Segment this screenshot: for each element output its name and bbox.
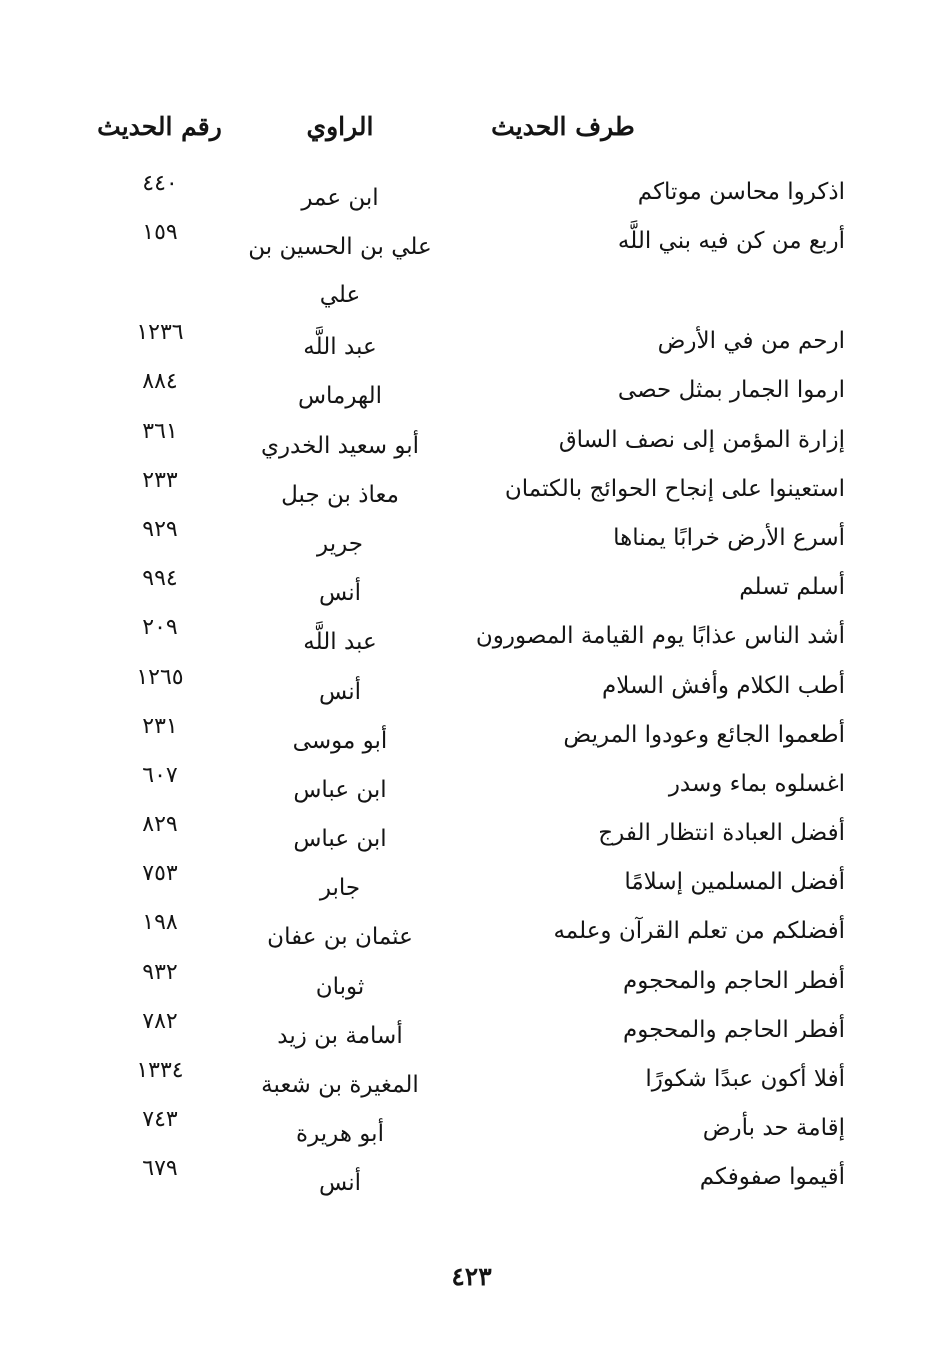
hadith-text: أسلم تسلم (739, 574, 845, 601)
hadith-text: أشد الناس عذابًا يوم القيامة المصورون (475, 623, 845, 650)
table-row (0, 1003, 943, 1052)
table-row (0, 1150, 943, 1199)
hadith-number: ٤٤٠ (142, 171, 178, 196)
narrator-name: أنس (318, 678, 362, 705)
narrator-name: عثمان بن عفان (267, 924, 413, 951)
hadith-number: ١٩٨ (142, 910, 178, 936)
hadith-number: ٩٣٢ (142, 959, 178, 985)
hadith-text: ارموا الجمار بمثل حصى (617, 377, 845, 404)
hadith-text: أطعموا الجائع وعودوا المريض (563, 721, 845, 748)
narrator-name: أنس (318, 1170, 362, 1197)
table-row (0, 659, 943, 708)
hadith-number: ٢٣١ (142, 713, 178, 739)
hadith-number: ١٢٣٦ (136, 320, 184, 346)
narrator-name: معاذ بن جبل (281, 481, 399, 508)
hadith-number: ٨٢٩ (142, 812, 178, 838)
table-row (0, 560, 943, 609)
narrator-name: أسامة بن زيد (277, 1022, 403, 1049)
narrator-name: ثوبان (315, 973, 365, 1000)
narrator-name: جرير (317, 530, 363, 557)
table-row (0, 314, 943, 363)
hadith-text: اذكروا محاسن موتاكم (637, 179, 845, 205)
hadith-number: ٦٠٧ (142, 762, 178, 788)
hadith-number: ١٥٩ (142, 220, 178, 246)
hadith-number: ١٣٣٤ (136, 1058, 184, 1083)
table-row (0, 954, 943, 1003)
table-row (0, 1052, 943, 1101)
table-row (0, 511, 943, 560)
narrator-name: أنس (318, 580, 362, 607)
hadith-number: ٨٨٤ (142, 369, 178, 395)
narrator-name: عبد اللَّه (303, 334, 377, 361)
narrator-name: عبد اللَّه (303, 629, 377, 656)
hadith-text: أقيموا صفوفكم (699, 1164, 845, 1191)
hadith-number: ٢٣٣ (142, 467, 178, 493)
table-row (0, 855, 943, 904)
table-row (0, 462, 943, 511)
hadith-text: استعينوا على إنجاح الحوائج بالكتمان (504, 475, 845, 502)
hadith-text: أفطر الحاجم والمحجوم (623, 967, 845, 994)
hadith-number: ٢٠٩ (142, 615, 178, 641)
narrator-name: ابن عباس (293, 776, 387, 803)
narrator-name: الهرماس (297, 383, 383, 410)
hadith-text: إزارة المؤمن إلى نصف الساق (558, 426, 845, 453)
hadith-text: أفلا أكون عبدًا شكورًا (645, 1066, 845, 1092)
hadith-number: ٦٧٩ (142, 1156, 178, 1182)
hadith-number: ٧٨٢ (142, 1008, 178, 1034)
hadith-number: ١٢٦٥ (136, 664, 184, 690)
hadith-text: أفطر الحاجم والمحجوم (623, 1016, 845, 1043)
table-row (0, 214, 943, 314)
hadith-index-table (0, 165, 943, 1200)
hadith-number: ٩٢٩ (142, 516, 178, 542)
narrator-name: أبو هريرة (296, 1121, 384, 1148)
table-row (0, 806, 943, 855)
narrator-name: أبو سعيد الخدري (260, 432, 420, 459)
table-row (0, 1101, 943, 1150)
narrator-name: علي بن الحسين بن علي (248, 234, 432, 309)
narrator-name: أبو موسى (292, 727, 388, 754)
table-row (0, 413, 943, 462)
narrator-name: جابر (319, 875, 361, 902)
header-narrator: الراوي (306, 112, 374, 141)
header-hadith: طرف الحديث (491, 112, 635, 141)
table-header (0, 108, 943, 152)
hadith-text: أفضل العبادة انتظار الفرج (598, 820, 845, 847)
hadith-text: أفضلكم من تعلم القرآن وعلمه (553, 918, 845, 945)
narrator-name: ابن عباس (293, 826, 387, 853)
hadith-text: ارحم من في الأرض (657, 328, 845, 355)
table-row (0, 708, 943, 757)
hadith-text: أربع من كن فيه بني اللَّه (617, 228, 845, 255)
narrator-name: المغيرة بن شعبة (261, 1072, 419, 1098)
table-row (0, 904, 943, 953)
page-number: ٤٢٣ (451, 1262, 492, 1291)
hadith-number: ٧٤٣ (142, 1107, 178, 1133)
hadith-text: أطب الكلام وأفش السلام (602, 672, 845, 699)
table-row (0, 165, 943, 214)
hadith-text: أسرع الأرض خرابًا يمناها (613, 524, 845, 551)
hadith-number: ٣٦١ (142, 418, 178, 444)
hadith-text: أفضل المسلمين إسلامًا (624, 869, 845, 896)
table-row (0, 363, 943, 412)
table-row (0, 757, 943, 806)
hadith-number: ٩٩٤ (142, 566, 178, 592)
narrator-name: ابن عمر (301, 185, 379, 211)
header-number: رقم الحديث (97, 112, 222, 141)
hadith-text: اغسلوه بماء وسدر (668, 770, 845, 797)
table-row (0, 609, 943, 658)
hadith-text: إقامة حد بأرض (702, 1115, 845, 1142)
hadith-number: ٧٥٣ (142, 861, 178, 887)
